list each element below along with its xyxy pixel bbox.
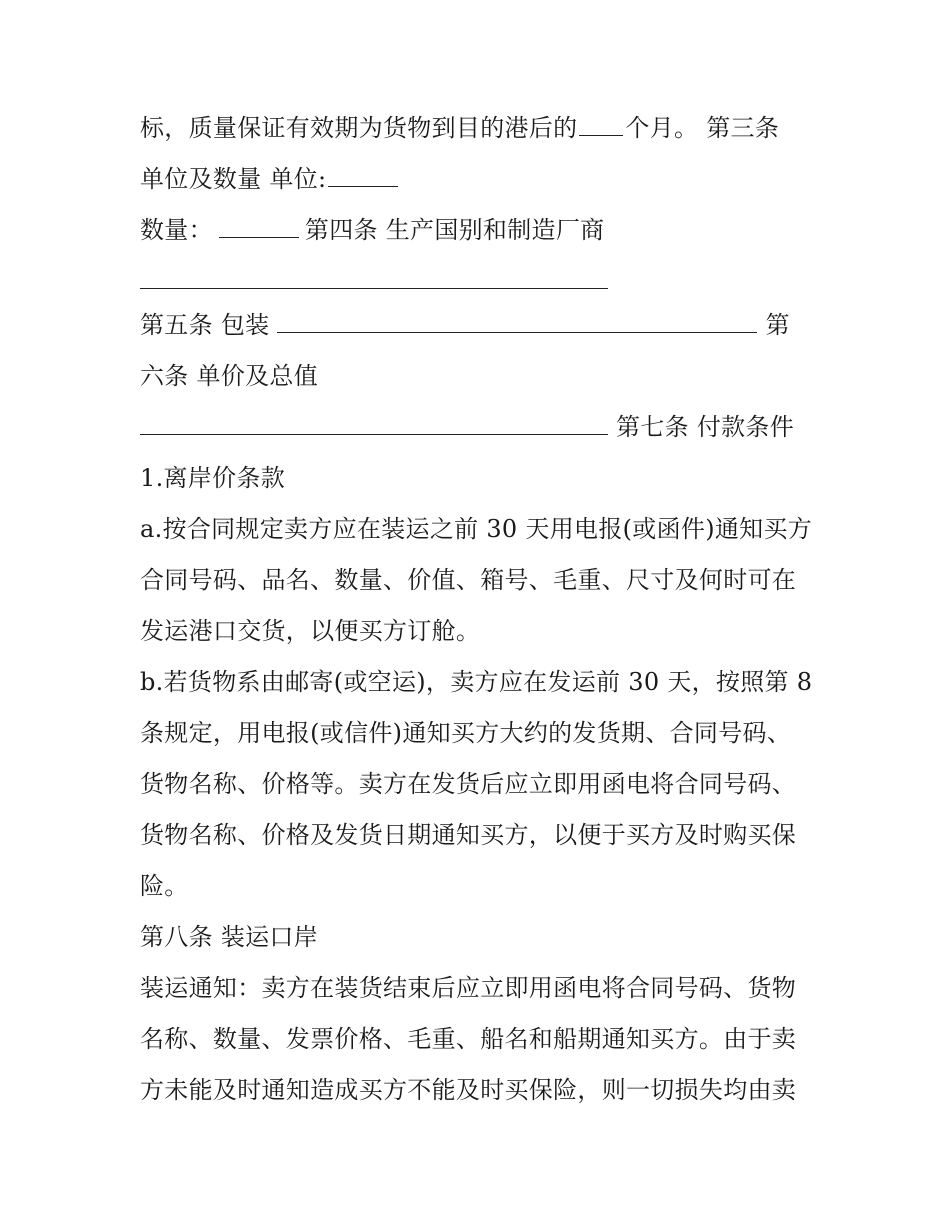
text-segment: 单位及数量 单位: bbox=[140, 165, 327, 193]
blank-field-months bbox=[579, 115, 623, 136]
text-line bbox=[140, 657, 820, 708]
text-segment: 1.离岸价条款 bbox=[140, 464, 285, 492]
text-line bbox=[140, 154, 820, 205]
document-page bbox=[140, 103, 820, 1116]
blank-field-price bbox=[140, 414, 608, 435]
text-segment: 条规定，用电报(或信件)通知买方大约的发货期、合同号码、 bbox=[140, 719, 792, 747]
blank-field-packaging bbox=[277, 312, 757, 333]
text-line bbox=[140, 963, 820, 1014]
text-segment: 六条 单价及总值 bbox=[140, 362, 319, 390]
text-segment: 第四条 生产国别和制造厂商 bbox=[304, 216, 605, 244]
blank-field-quantity bbox=[219, 217, 299, 238]
text-segment: 货物名称、价格等。卖方在发货后应立即用函电将合同号码、 bbox=[140, 770, 797, 798]
text-segment: 第八条 装运口岸 bbox=[140, 923, 319, 951]
text-segment: 名称、数量、发票价格、毛重、船名和船期通知买方。由于卖 bbox=[140, 1025, 797, 1053]
text-line bbox=[140, 103, 820, 154]
text-segment: 个月。 第三条 bbox=[625, 114, 780, 142]
text-line bbox=[140, 555, 820, 606]
text-segment: 第五条 包装 bbox=[140, 311, 270, 339]
text-line bbox=[140, 402, 820, 453]
text-line bbox=[140, 504, 820, 555]
text-segment: 方未能及时通知造成买方不能及时买保险，则一切损失均由卖 bbox=[140, 1076, 797, 1104]
text-segment: 数量： bbox=[140, 216, 213, 244]
blank-field-manufacturer bbox=[140, 268, 608, 289]
text-line bbox=[140, 912, 820, 963]
text-line bbox=[140, 1065, 820, 1116]
blank-field-unit bbox=[328, 166, 398, 187]
text-segment: 货物名称、价格及发货日期通知买方，以便于买方及时购买保 bbox=[140, 821, 797, 849]
text-segment: b.若货物系由邮寄(或空运)，卖方应在发运前 30 天，按照第 8 bbox=[140, 668, 813, 696]
text-segment: 险。 bbox=[140, 872, 189, 900]
text-line bbox=[140, 861, 820, 912]
text-line bbox=[140, 300, 820, 351]
text-segment: 标，质量保证有效期为货物到目的港后的 bbox=[140, 114, 578, 142]
text-segment: 发运港口交货，以便买方订舱。 bbox=[140, 617, 481, 645]
text-segment: 装运通知：卖方在装货结束后应立即用函电将合同号码、货物 bbox=[140, 974, 797, 1002]
text-line bbox=[140, 810, 820, 861]
text-segment: a.按合同规定卖方应在装运之前 30 天用电报(或函件)通知买方 bbox=[140, 515, 813, 543]
text-segment: 第 bbox=[765, 311, 790, 339]
text-segment: 第七条 付款条件 bbox=[616, 413, 795, 441]
text-line bbox=[140, 708, 820, 759]
text-line bbox=[140, 351, 820, 402]
text-segment: 合同号码、品名、数量、价值、箱号、毛重、尺寸及何时可在 bbox=[140, 566, 797, 594]
text-line bbox=[140, 606, 820, 657]
text-line bbox=[140, 759, 820, 810]
text-line bbox=[140, 205, 820, 256]
text-line bbox=[140, 256, 820, 300]
text-line bbox=[140, 1014, 820, 1065]
text-line bbox=[140, 453, 820, 504]
